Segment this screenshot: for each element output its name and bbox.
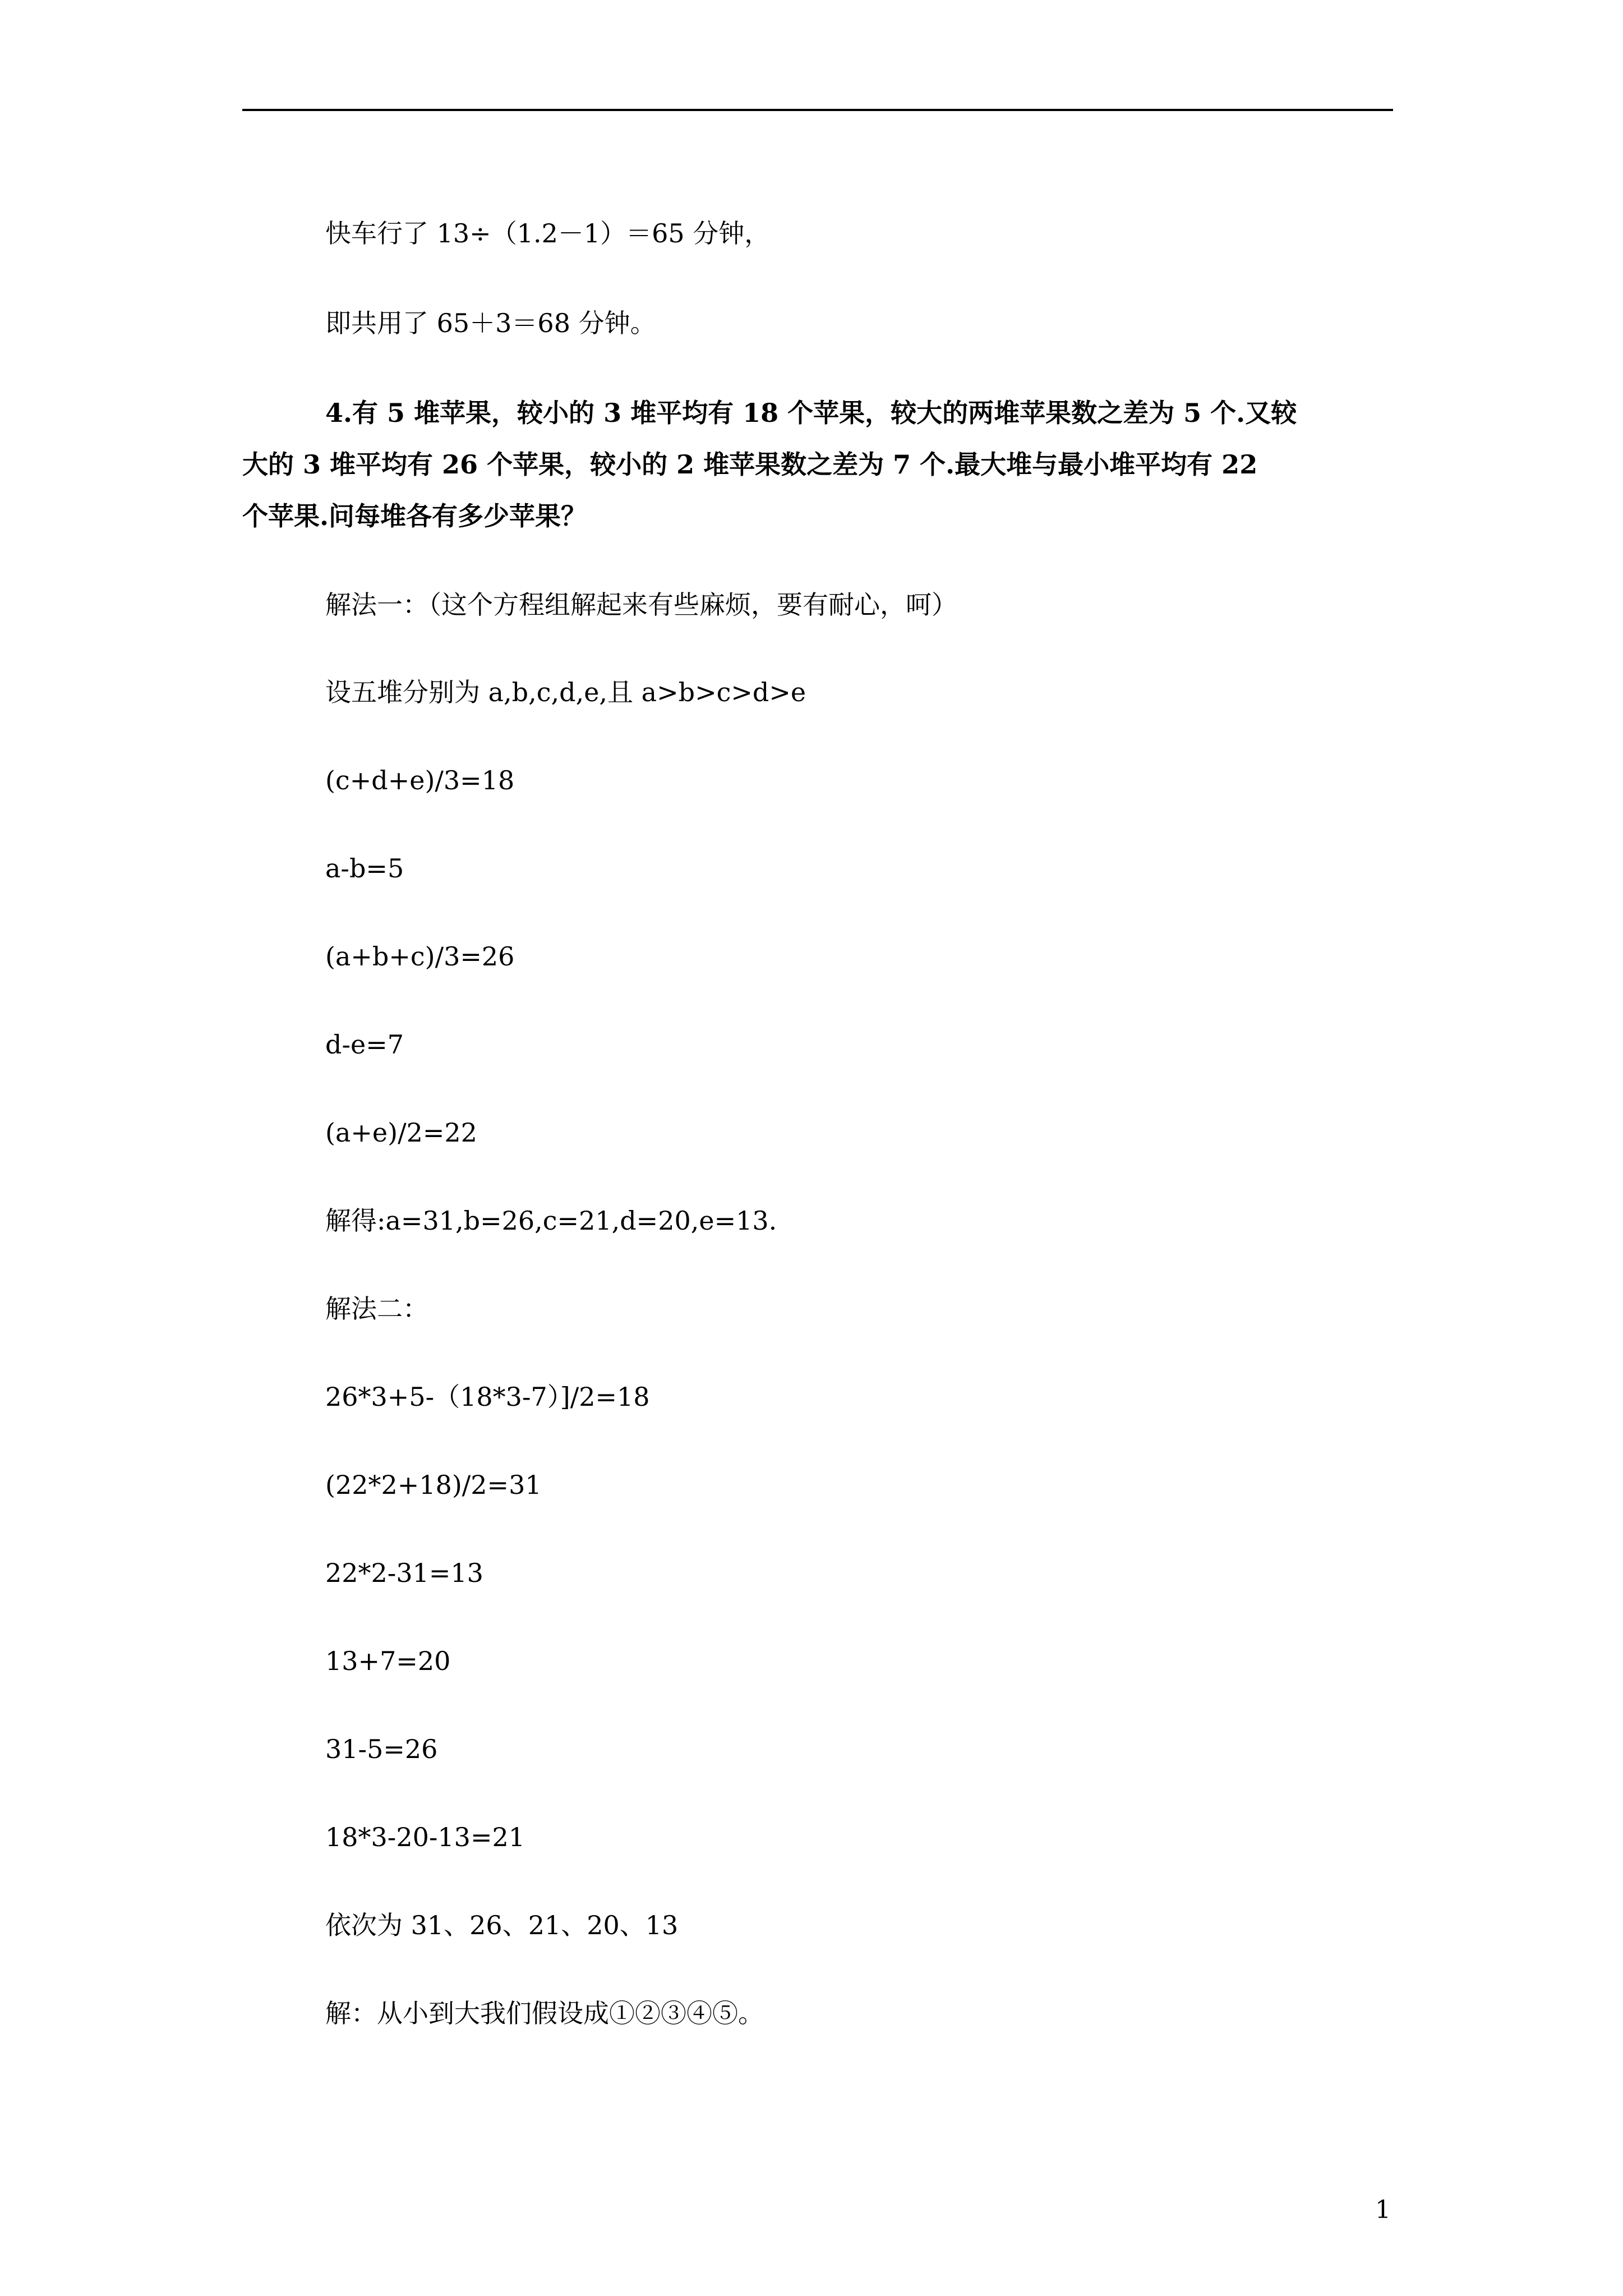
text-line: 快车行了 13÷（1.2－1）＝65 分钟， [325,218,771,249]
solution-line: 解法一：（这个方程组解起来有些麻烦，要有耐心，呵） [325,590,957,620]
solution-line: 设五堆分别为 a,b,c,d,e,且 a>b>c>d>e [325,677,806,707]
equation-line: 26*3+5-（18*3-7）]/2=18 [325,1382,650,1412]
equation-line: a-b=5 [325,853,404,884]
page-number: 1 [1375,2196,1391,2224]
equation-line: d-e=7 [325,1029,404,1060]
equation-line: (22*2+18)/2=31 [325,1470,542,1500]
equation-line: (a+b+c)/3=26 [325,941,515,972]
solution-line: 解法二： [325,1294,428,1324]
solution-line: 依次为 31、26、21、20、13 [325,1910,679,1940]
equation-line: 18*3-20-13=21 [325,1822,525,1852]
equation-line: 13+7=20 [325,1646,451,1676]
solution-line: 解得:a=31,b=26,c=21,d=20,e=13. [325,1205,777,1236]
problem-line: 4.有 5 堆苹果，较小的 3 堆平均有 18 个苹果，较大的两堆苹果数之差为 5 个.又较 [325,398,1297,428]
equation-line: 31-5=26 [325,1734,438,1764]
problem-line: 大的 3 堆平均有 26 个苹果，较小的 2 堆苹果数之差为 7 个.最大堆与最小堆平均有 22 [242,449,1258,480]
text-line: 即共用了 65＋3＝68 分钟。 [325,308,656,338]
solution-line: 解：从小到大我们假设成①②③④⑤。 [325,1998,764,2028]
equation-line: (a+e)/2=22 [325,1117,477,1148]
header-rule [242,109,1393,111]
problem-line: 个苹果.问每堆各有多少苹果？ [242,501,587,531]
equation-line: 22*2-31=13 [325,1558,483,1588]
equation-line: (c+d+e)/3=18 [325,765,515,795]
